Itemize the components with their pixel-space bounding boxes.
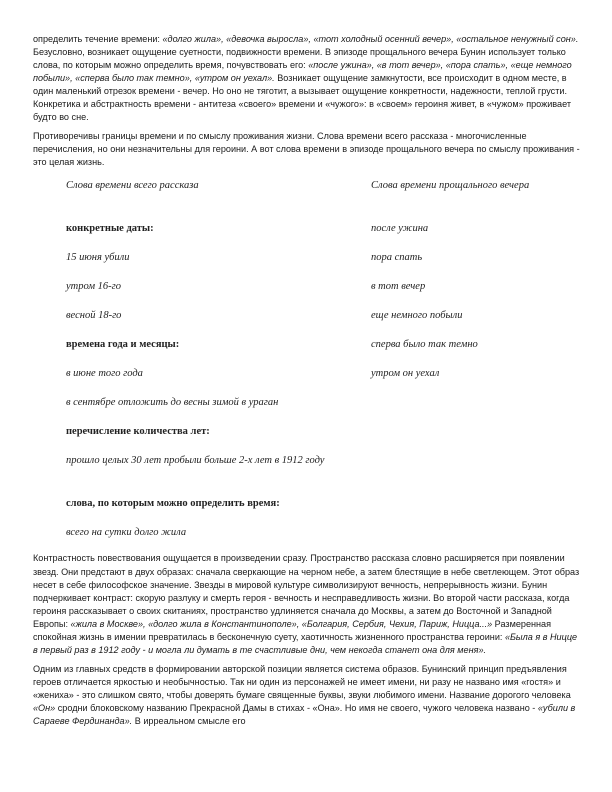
table-row-right: еще немного побыли [371,310,463,322]
paragraph-contradiction: Противоречивы границы времени и по смыслу проживания жизни. Слова времени всего рассказа - многочисленные перечисления, но они незначительны для героини. А вот слова времени в эпизоде прощального вечера по смыслу проживания - это целая жизнь. [33,131,580,168]
quote-span: «Он» [33,702,56,713]
table-row-left: слова, по которым можно определить время: [66,498,280,510]
text-span: Одним из главных средств в формировании авторской позиции является система образов. Бунинский принцип предъявления героев отличается яркостью и необычностью. Так ни один из персонажей не имеет имени, ни разу не названо имя «гостя» и «жениха» - это слишком свято, чтобы доверять бумаге священные буквы, звуки любимого имени. Название дорогого человека [33,663,571,700]
quote-span: «убили в Сараеве Фердинанда». [33,702,576,727]
table-row-right: утром он уехал [371,368,440,380]
table-row-left: в сентябре отложить до весны зимой в ураган [66,397,279,409]
table-header-right: Слова времени прощального вечера [371,180,530,192]
quote-span: «Была я в Ницце в первый раз в 1912 году - и могла ли думать в те счастливые дни, чем некогда станет она для меня». [33,631,578,655]
table-row-left: перечисление количества лет: [66,426,210,438]
table-row-right: пора спать [371,252,423,264]
text-span: определить течение времени: [33,34,163,44]
paragraph-images [33,663,581,728]
quote-span: «после ужина», «в тот вечер», «пора спать», «еще немного побыли», «сперва было так темно», «утром он уехал». [33,60,572,84]
table-row-left: времена года и месяцы: [66,339,180,351]
text-span: Безусловно, возникает ощущение суетности, подвижности времени. В эпизоде прощального вечера Бунин использует только слова, по которым можно определить время, почувствовать его: [33,47,566,71]
table-header-left: Слова времени всего рассказа [66,180,199,192]
quote-span: «долго жила», «девочка выросла», «тот холодный осенний вечер», «остальное ненужный сон». [162,34,579,44]
text-span: В ирреальном смысле его [132,716,246,727]
table-row-right: после ужина [371,223,429,235]
table-row-left: всего на сутки долго жила [66,527,187,539]
table-row-right: сперва было так темно [371,339,478,351]
text-span: сродни блоковскому названию Прекрасной Дамы в стихах - «Она». Но имя не своего, чужого человека названо - [55,702,538,713]
text-span: Размеренная спокойная жизнь в имении превратилась в бесконечную суету, хаотичность жизненного пространства героини: [33,618,552,642]
paragraph-time [33,33,581,124]
quote-span: «жила в Москве», «долго жила в Константинополе», «Болгария, Сербия, Чехия, Париж, Ницца...» [70,618,493,629]
table-row-left: в июне того года [66,368,143,380]
text-span: Контрастность повествования ощущается в произведении сразу. Пространство рассказа словно расширяется при появлении звезд. Они предстают в двух образах: сначала сверкающие на черном небе, а затем блестящие в небе светлеющем. Этот образ несет в себе философское значение. Звезды в мировой культуре символизируют вечность, непрерывность жизни. Бунин подчеркивает контраст: скорую разлуку и смерть героя - вечность и несправедливость жизни. Во второй части рассказа, когда героиня рассказывает о своих скитаниях, пространство удлиняется сначала до Москвы, а затем до Восточной и Западной Европы: [33,553,580,629]
paragraph-space [33,552,581,656]
document-page [33,33,581,728]
time-words-table [33,180,581,541]
table-row-left: утром 16-го [66,281,122,293]
table-row-left: весной 18-го [66,310,122,322]
table-row-right: в тот вечер [371,281,426,293]
table-row-left: конкретные даты: [66,223,154,235]
text-span: Возникает ощущение замкнутости, все происходит в одном месте, в один маленький отрезок времени - вечер. Но оно не тяготит, а вызывает ощущение конкретности, надежности, теплой грусти. Конкретика и абстрактность времени - антитеза «своего» времени и «чужого»: в «своем» героиня живет, в «чужом» проживает будто во сне. [33,73,572,123]
table-row-left: прошло целых 30 лет пробыли больше 2-х лет в 1912 году [66,455,325,467]
table-row-left: 15 июня убили [66,252,130,264]
